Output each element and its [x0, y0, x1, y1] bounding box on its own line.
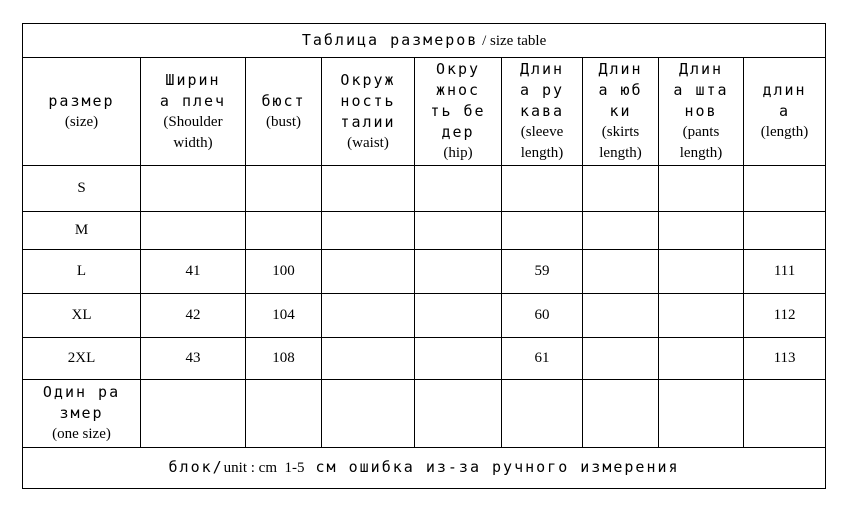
- table-cell: 61: [502, 338, 583, 380]
- table-cell: [583, 294, 659, 338]
- column-header-shoulder-width: [141, 58, 246, 166]
- table-cell: 60: [502, 294, 583, 338]
- table-row: [23, 166, 826, 212]
- table-cell: [583, 380, 659, 448]
- table-cell: [659, 294, 744, 338]
- column-header-ru-line: Окру: [435, 60, 481, 78]
- table-cell: 43: [141, 338, 246, 380]
- table-cell: [583, 212, 659, 250]
- column-header-hip: [415, 58, 502, 166]
- table-cell: [415, 166, 502, 212]
- column-header-ru-line: ть бе: [430, 102, 486, 120]
- column-header-en-line: length): [599, 145, 642, 161]
- table-title-sep: /: [478, 32, 490, 49]
- table-cell: [415, 294, 502, 338]
- table-cell: [415, 250, 502, 294]
- size-table: [22, 23, 826, 489]
- column-header-en-line: (sleeve: [520, 124, 564, 140]
- table-cell: [659, 166, 744, 212]
- row-size-label: L: [23, 250, 141, 294]
- column-header-ru-line: размер: [48, 91, 115, 110]
- table-cell: [659, 338, 744, 380]
- table-cell: [415, 212, 502, 250]
- one-size-ru-line: змер: [59, 404, 104, 422]
- column-header-length: [744, 58, 826, 166]
- column-header-en-line: (skirts: [601, 124, 640, 140]
- column-header-ru-line: а ру: [519, 81, 565, 99]
- table-cell: [502, 212, 583, 250]
- column-header-ru-line: а шта: [673, 81, 729, 99]
- column-header-ru-line: жнос: [435, 81, 481, 99]
- table-cell: [744, 212, 826, 250]
- table-cell: [415, 380, 502, 448]
- column-header-ru-line: талии: [340, 112, 396, 131]
- table-cell: [744, 380, 826, 448]
- table-cell: [141, 212, 246, 250]
- column-header-en-line: (Shoulder: [163, 113, 223, 130]
- footer-en-unit: unit : cm 1-5: [223, 460, 305, 476]
- table-cell: [246, 380, 322, 448]
- table-row: [23, 212, 826, 250]
- column-header-ru-line: а: [779, 102, 791, 120]
- column-header-ru-line: ки: [609, 102, 632, 120]
- table-row: [23, 250, 826, 294]
- table-cell: 112: [744, 294, 826, 338]
- footer-ru-unit: блок/: [168, 458, 224, 476]
- table-cell: [659, 380, 744, 448]
- header-row: [23, 58, 826, 166]
- table-cell: [322, 294, 415, 338]
- footer-note: [23, 448, 826, 489]
- table-cell: 108: [246, 338, 322, 380]
- column-header-size: [23, 58, 141, 166]
- table-cell: 100: [246, 250, 322, 294]
- column-header-ru-line: а плеч: [159, 91, 227, 110]
- table-cell: [246, 212, 322, 250]
- column-header-en-line: (hip): [443, 145, 473, 161]
- column-header-en-line: (length): [760, 124, 809, 140]
- one-size-en-line: (one size): [52, 426, 111, 442]
- column-header-en-line: (size): [64, 113, 99, 130]
- column-header-en-line: length): [679, 145, 723, 161]
- table-cell: [246, 166, 322, 212]
- one-size-row: [23, 380, 826, 448]
- column-header-en-line: (bust): [266, 113, 301, 130]
- column-header-en-line: (pants: [682, 124, 720, 140]
- column-header-sleeve-length: [502, 58, 583, 166]
- footer-row: [23, 448, 826, 489]
- table-cell: [322, 338, 415, 380]
- table-cell: [322, 212, 415, 250]
- footer-ru-error-note: см ошибка из-за ручного измерения: [304, 458, 680, 476]
- table-cell: [502, 166, 583, 212]
- table-cell: [322, 380, 415, 448]
- column-header-ru-line: дер: [441, 123, 475, 141]
- column-header-ru-line: бюст: [261, 91, 306, 110]
- title-row: [23, 24, 826, 58]
- table-cell: [583, 166, 659, 212]
- table-cell: 59: [502, 250, 583, 294]
- table-cell: [141, 380, 246, 448]
- table-cell: [659, 250, 744, 294]
- table-cell: 111: [744, 250, 826, 294]
- row-size-label: XL: [23, 294, 141, 338]
- one-size-label: [23, 380, 141, 448]
- column-header-skirts-length: [583, 58, 659, 166]
- table-cell: [659, 212, 744, 250]
- column-header-ru-line: Ширин: [165, 70, 221, 89]
- column-header-en-line: (waist): [347, 134, 389, 151]
- table-cell: 113: [744, 338, 826, 380]
- one-size-ru-line: Один ра: [42, 383, 121, 401]
- column-header-bust: [246, 58, 322, 166]
- row-size-label: S: [23, 166, 141, 212]
- column-header-ru-line: нов: [684, 102, 718, 120]
- table-row: [23, 294, 826, 338]
- column-header-ru-line: а юб: [598, 81, 643, 99]
- column-header-en-line: width): [173, 134, 213, 151]
- table-cell: 42: [141, 294, 246, 338]
- row-size-label: 2XL: [23, 338, 141, 380]
- table-title-en: size table: [490, 32, 547, 49]
- column-header-waist: [322, 58, 415, 166]
- size-table-sheet: [22, 23, 825, 489]
- table-cell: [583, 338, 659, 380]
- column-header-ru-line: длин: [762, 81, 807, 99]
- table-cell: [415, 338, 502, 380]
- table-title: [23, 24, 826, 58]
- table-row: [23, 338, 826, 380]
- table-cell: 41: [141, 250, 246, 294]
- column-header-ru-line: ность: [340, 91, 396, 110]
- column-header-ru-line: Длин: [678, 60, 724, 78]
- table-cell: [141, 166, 246, 212]
- table-cell: 104: [246, 294, 322, 338]
- table-cell: [583, 250, 659, 294]
- column-header-ru-line: Длин: [598, 60, 643, 78]
- column-header-ru-line: кава: [519, 102, 565, 120]
- table-cell: [502, 380, 583, 448]
- table-cell: [744, 166, 826, 212]
- column-header-en-line: length): [520, 145, 564, 161]
- table-title-ru: Таблица размеров: [301, 30, 479, 49]
- row-size-label: M: [23, 212, 141, 250]
- column-header-ru-line: Длин: [519, 60, 565, 78]
- column-header-ru-line: Окруж: [340, 70, 396, 89]
- table-cell: [322, 250, 415, 294]
- column-header-pants-length: [659, 58, 744, 166]
- table-cell: [322, 166, 415, 212]
